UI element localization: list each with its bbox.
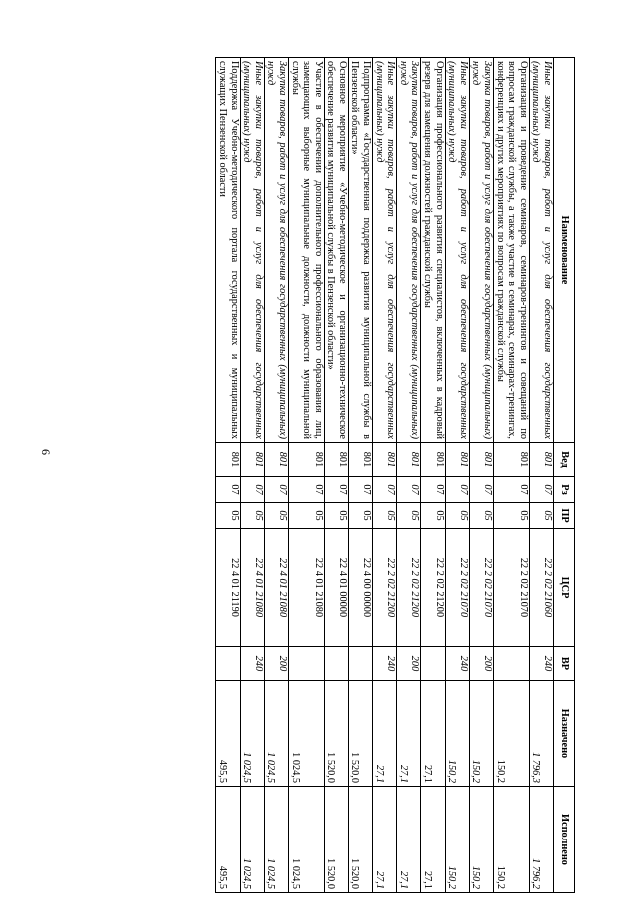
table-row <box>529 58 553 893</box>
cell-csr: 22 2 02 21060 <box>529 529 553 647</box>
cell-rz: 07 <box>445 477 469 503</box>
page-number: 6 <box>39 449 53 455</box>
cell-rz: 07 <box>288 477 324 503</box>
cell-done: 27,1 <box>397 787 421 893</box>
cell-csr: 22 4 01 00000 <box>324 529 348 647</box>
cell-ved: 801 <box>216 443 240 477</box>
header-csr: ЦСР <box>554 529 575 647</box>
cell-vr: 200 <box>397 647 421 681</box>
cell-ved: 801 <box>445 443 469 477</box>
cell-ved: 801 <box>397 443 421 477</box>
cell-rz: 07 <box>324 477 348 503</box>
cell-ved: 801 <box>240 443 264 477</box>
cell-vr: 240 <box>373 647 397 681</box>
cell-rz: 07 <box>348 477 372 503</box>
cell-planned: 1 024,5 <box>264 681 288 787</box>
cell-vr <box>348 647 372 681</box>
cell-pr: 05 <box>529 503 553 529</box>
cell-planned: 27,1 <box>421 681 445 787</box>
cell-csr: 22 4 01 21190 <box>216 529 240 647</box>
header-vr: ВР <box>554 647 575 681</box>
table-row <box>469 58 493 893</box>
cell-done: 1 796,2 <box>529 787 553 893</box>
cell-done: 27,1 <box>373 787 397 893</box>
cell-done: 150,2 <box>445 787 469 893</box>
cell-name: Иные закупки товаров, работ и услуг для обеспечения государственных (муниципальных) нужд <box>240 58 264 443</box>
cell-rz: 07 <box>373 477 397 503</box>
cell-done: 1 024,5 <box>240 787 264 893</box>
cell-planned: 1 520,0 <box>324 681 348 787</box>
table-header-row <box>554 58 575 893</box>
cell-name: Участие в обеспечении дополнительного профессионального образования лиц, замещающих выборные муниципальные должности, должности муниципальной службы <box>288 58 324 443</box>
cell-done: 150,2 <box>469 787 493 893</box>
cell-name: Основное мероприятие «Учебно-методическое и организационно-техническое обеспечение развития муниципальной службы в Пензенской области» <box>324 58 348 443</box>
cell-done: 495,5 <box>216 787 240 893</box>
cell-name: Организация профессионального развития специалистов, включенных в кадровый резерв для замещения должностей гражданской службы <box>421 58 445 443</box>
cell-ved: 801 <box>494 443 530 477</box>
cell-rz: 07 <box>216 477 240 503</box>
header-pr: ПР <box>554 503 575 529</box>
cell-csr: 22 4 01 21080 <box>240 529 264 647</box>
cell-rz: 07 <box>264 477 288 503</box>
table-row <box>445 58 469 893</box>
cell-ved: 801 <box>348 443 372 477</box>
table-body <box>216 58 554 893</box>
cell-vr: 240 <box>445 647 469 681</box>
table-row <box>324 58 348 893</box>
rotated-page-content <box>75 57 575 892</box>
cell-csr: 22 2 02 21070 <box>494 529 530 647</box>
cell-planned: 1 796,3 <box>529 681 553 787</box>
cell-pr: 05 <box>373 503 397 529</box>
cell-csr: 22 2 02 21070 <box>469 529 493 647</box>
cell-vr <box>494 647 530 681</box>
cell-ved: 801 <box>324 443 348 477</box>
cell-done: 1 520,0 <box>324 787 348 893</box>
cell-planned: 150,2 <box>469 681 493 787</box>
cell-pr: 05 <box>264 503 288 529</box>
table-row <box>494 58 530 893</box>
cell-vr: 200 <box>264 647 288 681</box>
cell-csr: 22 4 00 00000 <box>348 529 372 647</box>
cell-vr <box>324 647 348 681</box>
cell-ved: 801 <box>529 443 553 477</box>
cell-rz: 07 <box>421 477 445 503</box>
cell-ved: 801 <box>264 443 288 477</box>
header-name: Наименование <box>554 58 575 443</box>
table-row <box>397 58 421 893</box>
cell-planned: 1 024,5 <box>288 681 324 787</box>
cell-vr: 240 <box>529 647 553 681</box>
cell-pr: 05 <box>240 503 264 529</box>
cell-done: 150,2 <box>494 787 530 893</box>
cell-pr: 05 <box>288 503 324 529</box>
cell-planned: 495,5 <box>216 681 240 787</box>
table-row <box>216 58 240 893</box>
cell-csr: 22 4 01 21080 <box>264 529 288 647</box>
cell-name: Поддержка Учебно-методического портала государственных и муниципальных служащих Пензенской области <box>216 58 240 443</box>
cell-name: Закупка товаров, работ и услуг для обеспечения государственных (муниципальных) нужд <box>469 58 493 443</box>
table-row <box>421 58 445 893</box>
cell-planned: 150,2 <box>445 681 469 787</box>
cell-name: Иные закупки товаров, работ и услуг для обеспечения государственных (муниципальных) нужд <box>445 58 469 443</box>
header-rz: Рз <box>554 477 575 503</box>
cell-pr: 05 <box>421 503 445 529</box>
cell-ved: 801 <box>288 443 324 477</box>
cell-vr: 200 <box>469 647 493 681</box>
cell-done: 1 520,0 <box>348 787 372 893</box>
cell-vr <box>288 647 324 681</box>
cell-pr: 05 <box>397 503 421 529</box>
table-row <box>373 58 397 893</box>
cell-done: 27,1 <box>421 787 445 893</box>
cell-rz: 07 <box>397 477 421 503</box>
cell-name: Подпрограмма «Государственная поддержка развития муниципальной службы в Пензенской области» <box>348 58 372 443</box>
cell-pr: 05 <box>445 503 469 529</box>
cell-name: Иные закупки товаров, работ и услуг для обеспечения государственных (муниципальных) нужд <box>529 58 553 443</box>
cell-vr <box>216 647 240 681</box>
cell-planned: 1 520,0 <box>348 681 372 787</box>
table-row <box>240 58 264 893</box>
cell-name: Закупка товаров, работ и услуг для обеспечения государственных (муниципальных) нужд <box>264 58 288 443</box>
budget-table <box>215 57 575 893</box>
cell-pr: 05 <box>469 503 493 529</box>
header-planned: Назначено <box>554 681 575 787</box>
header-ved: Вед <box>554 443 575 477</box>
cell-vr <box>421 647 445 681</box>
cell-csr: 22 2 02 21200 <box>421 529 445 647</box>
cell-planned: 150,2 <box>494 681 530 787</box>
cell-ved: 801 <box>421 443 445 477</box>
cell-ved: 801 <box>469 443 493 477</box>
cell-csr: 22 2 02 21200 <box>373 529 397 647</box>
cell-planned: 27,1 <box>373 681 397 787</box>
cell-pr: 05 <box>348 503 372 529</box>
cell-done: 1 024,5 <box>288 787 324 893</box>
cell-planned: 1 024,5 <box>240 681 264 787</box>
table-row <box>288 58 324 893</box>
cell-planned: 27,1 <box>397 681 421 787</box>
cell-ved: 801 <box>373 443 397 477</box>
header-done: Исполнено <box>554 787 575 893</box>
cell-rz: 07 <box>469 477 493 503</box>
cell-name: Иные закупки товаров, работ и услуг для обеспечения государственных (муниципальных) нужд <box>373 58 397 443</box>
cell-name: Организация и проведение семинаров, семинаров-тренингов и совещаний по вопросам гражданской службы, а также участие в семинарах, семинарах-тренингах, конференциях и других мероприятиях по вопросам гражданской службы <box>494 58 530 443</box>
cell-rz: 07 <box>529 477 553 503</box>
cell-csr: 22 2 02 21070 <box>445 529 469 647</box>
cell-done: 1 024,5 <box>264 787 288 893</box>
cell-csr: 22 2 02 21200 <box>397 529 421 647</box>
cell-pr: 05 <box>324 503 348 529</box>
cell-rz: 07 <box>494 477 530 503</box>
cell-pr: 05 <box>216 503 240 529</box>
cell-csr: 22 4 01 21080 <box>288 529 324 647</box>
cell-vr: 240 <box>240 647 264 681</box>
table-row <box>264 58 288 893</box>
table-row <box>348 58 372 893</box>
cell-rz: 07 <box>240 477 264 503</box>
cell-name: Закупка товаров, работ и услуг для обеспечения государственных (муниципальных) нужд <box>397 58 421 443</box>
cell-pr: 05 <box>494 503 530 529</box>
